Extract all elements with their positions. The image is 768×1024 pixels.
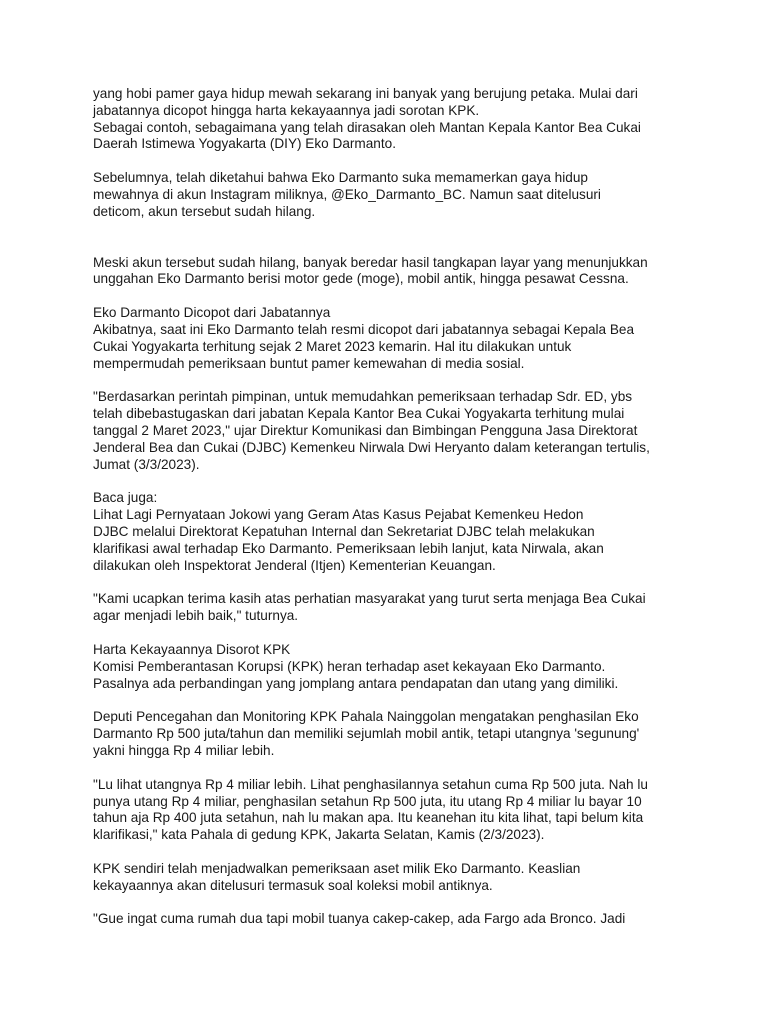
- paragraph: [93, 490, 693, 574]
- text-line: kekayaannya akan ditelusuri termasuk soal koleksi mobil antiknya.: [93, 877, 493, 893]
- text-line: KPK sendiri telah menjadwalkan pemeriksaan aset milik Eko Darmanto. Keaslian: [93, 860, 581, 876]
- paragraph-spacer: [93, 153, 693, 170]
- text-line: dilakukan oleh Inspektorat Jenderal (Itjen) Kementerian Keuangan.: [93, 557, 496, 573]
- text-line: unggahan Eko Darmanto berisi motor gede (moge), mobil antik, hingga pesawat Cessna.: [93, 271, 629, 287]
- paragraph: [93, 777, 693, 844]
- text-line: yakni hingga Rp 4 miliar lebih.: [93, 742, 275, 758]
- paragraph: [93, 591, 693, 625]
- text-line: agar menjadi lebih baik," tuturnya.: [93, 608, 299, 624]
- text-line: Baca juga:: [93, 490, 158, 506]
- text-line: Deputi Pencegahan dan Monitoring KPK Pahala Nainggolan mengatakan penghasilan Eko: [93, 709, 639, 725]
- text-line: "Kami ucapkan terima kasih atas perhatian masyarakat yang turut serta menjaga Bea Cukai: [93, 591, 646, 607]
- paragraph-spacer: [93, 625, 693, 642]
- text-line: Darmanto Rp 500 juta/tahun dan memiliki sejumlah mobil antik, tetapi utangnya 'segunung': [93, 726, 640, 742]
- text-line: Meski akun tersebut sudah hilang, banyak beredar hasil tangkapan layar yang menunjukkan: [93, 254, 648, 270]
- text-line: Lihat Lagi Pernyataan Jokowi yang Geram Atas Kasus Pejabat Kemenkeu Hedon: [93, 507, 584, 523]
- text-line: jabatannya dicopot hingga harta kekayaannya jadi sorotan KPK.: [93, 102, 480, 118]
- text-line: Sebagai contoh, sebagaimana yang telah dirasakan oleh Mantan Kepala Kantor Bea Cukai: [93, 119, 641, 135]
- paragraph: [93, 170, 693, 220]
- paragraph: [93, 389, 693, 473]
- paragraph: [93, 305, 693, 372]
- text-line: Eko Darmanto Dicopot dari Jabatannya: [93, 305, 331, 321]
- text-line: tanggal 2 Maret 2023," ujar Direktur Komunikasi dan Bimbingan Pengguna Jasa Direktorat: [93, 422, 638, 438]
- text-line: tahun aja Rp 400 juta setahun, nah lu makan apa. Itu keanehan itu kita lihat, tapi belum kita: [93, 810, 644, 826]
- paragraph: [93, 911, 693, 928]
- paragraph-spacer: [93, 473, 693, 490]
- text-line: mempermudah pemeriksaan buntut pamer kemewahan di media sosial.: [93, 355, 525, 371]
- paragraph: [93, 255, 693, 289]
- paragraph: [93, 86, 693, 153]
- text-line: mewahnya di akun Instagram miliknya, @Eko_Darmanto_BC. Namun saat ditelusuri: [93, 186, 601, 202]
- text-line: Komisi Pemberantasan Korupsi (KPK) heran terhadap aset kekayaan Eko Darmanto.: [93, 658, 606, 674]
- text-line: "Gue ingat cuma rumah dua tapi mobil tuanya cakep-cakep, ada Fargo ada Bronco. Jadi: [93, 911, 626, 927]
- paragraph-spacer: [93, 574, 693, 591]
- paragraph: [93, 642, 693, 692]
- text-line: deticom, akun tersebut sudah hilang.: [93, 203, 316, 219]
- text-line: Sebelumnya, telah diketahui bahwa Eko Darmanto suka memamerkan gaya hidup: [93, 170, 588, 186]
- text-line: DJBC melalui Direktorat Kepatuhan Internal dan Sekretariat DJBC telah melakukan: [93, 523, 595, 539]
- paragraph: [93, 861, 693, 895]
- text-line: Jumat (3/3/2023).: [93, 456, 200, 472]
- text-line: klarifikasi awal terhadap Eko Darmanto. Pemeriksaan lebih lanjut, kata Nirwala, akan: [93, 540, 604, 556]
- text-line: yang hobi pamer gaya hidup mewah sekarang ini banyak yang berujung petaka. Mulai dari: [93, 86, 638, 101]
- text-line: Daerah Istimewa Yogyakarta (DIY) Eko Darmanto.: [93, 136, 396, 152]
- text-line: Jenderal Bea dan Cukai (DJBC) Kemenkeu Nirwala Dwi Heryanto dalam keterangan tertulis,: [93, 439, 650, 455]
- document-page: [93, 86, 693, 928]
- text-line: Pasalnya ada perbandingan yang jomplang antara pendapatan dan utang yang dimiliki.: [93, 675, 619, 691]
- text-line: "Lu lihat utangnya Rp 4 miliar lebih. Lihat penghasilannya setahun cuma Rp 500 juta. Nah lu: [93, 776, 648, 792]
- paragraph-spacer: [93, 760, 693, 777]
- text-line: "Berdasarkan perintah pimpinan, untuk memudahkan pemeriksaan terhadap Sdr. ED, ybs: [93, 389, 633, 405]
- paragraph-spacer: [93, 844, 693, 861]
- paragraph-spacer: [93, 692, 693, 709]
- paragraph-spacer: [93, 894, 693, 911]
- text-line: Akibatnya, saat ini Eko Darmanto telah resmi dicopot dari jabatannya sebagai Kepala Bea: [93, 321, 635, 337]
- text-line: Cukai Yogyakarta terhitung sejak 2 Maret 2023 kemarin. Hal itu dilakukan untuk: [93, 338, 572, 354]
- paragraph: [93, 709, 693, 759]
- paragraph-spacer: [93, 221, 693, 255]
- paragraph-spacer: [93, 288, 693, 305]
- text-line: klarifikasi," kata Pahala di gedung KPK, Jakarta Selatan, Kamis (2/3/2023).: [93, 827, 545, 843]
- text-line: punya utang Rp 4 miliar, penghasilan setahun Rp 500 juta, itu utang Rp 4 miliar lu bayar 10: [93, 793, 642, 809]
- text-line: Harta Kekayaannya Disorot KPK: [93, 641, 291, 657]
- text-line: telah dibebastugaskan dari jabatan Kepala Kantor Bea Cukai Yogyakarta terhitung mulai: [93, 406, 625, 422]
- paragraph-spacer: [93, 372, 693, 389]
